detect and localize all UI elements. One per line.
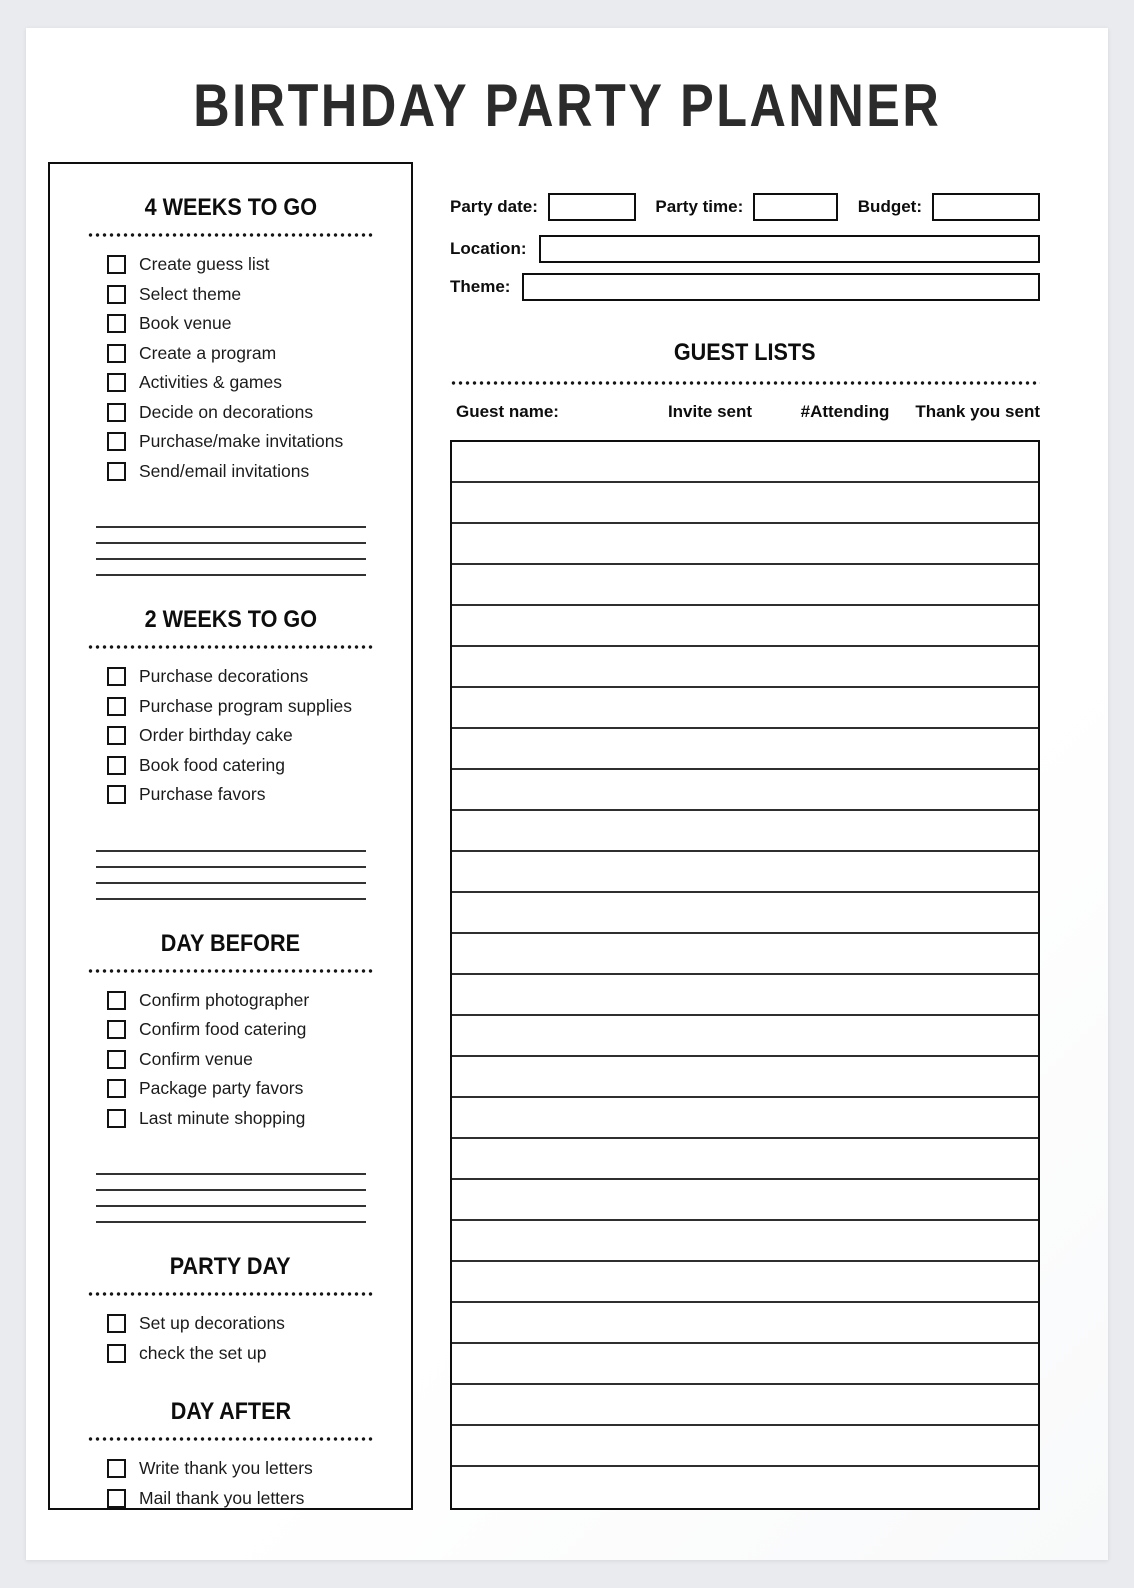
guest-name-header: Guest name:	[456, 402, 559, 421]
invite-sent-header: Invite sent	[667, 402, 753, 421]
theme-label: Theme:	[450, 277, 511, 296]
checklist-item	[107, 1074, 411, 1104]
checklist-item-label: Create a program	[139, 342, 277, 363]
guest-row[interactable]	[452, 483, 1038, 524]
location-input[interactable]	[539, 235, 1041, 263]
guest-row[interactable]	[452, 524, 1038, 565]
dotted-divider	[87, 1292, 375, 1296]
budget-input[interactable]	[932, 193, 1040, 221]
checklist-item	[107, 368, 411, 398]
guest-lists-title: GUEST LISTS	[674, 339, 816, 366]
note-line[interactable]	[96, 1159, 366, 1175]
guest-row[interactable]	[452, 852, 1038, 893]
note-line[interactable]	[96, 560, 366, 576]
checklist-item	[107, 1339, 411, 1369]
party-date-input[interactable]	[548, 193, 636, 221]
party-time-label: Party time:	[655, 197, 744, 216]
checklist-item-label: Purchase favors	[139, 784, 266, 805]
page-title: BIRTHDAY PARTY PLANNER	[192, 72, 942, 139]
checkbox[interactable]	[107, 667, 126, 686]
guest-row[interactable]	[452, 688, 1038, 729]
guest-row[interactable]	[452, 975, 1038, 1016]
checklist-item	[107, 427, 411, 457]
checklist-item-label: Order birthday cake	[139, 725, 293, 746]
party-time-field	[655, 193, 838, 221]
note-line[interactable]	[96, 884, 366, 900]
checklist-item	[107, 721, 411, 751]
checklist-items	[50, 986, 411, 1134]
checklist-item	[107, 280, 411, 310]
location-label: Location:	[450, 239, 527, 258]
checkbox[interactable]	[107, 1489, 126, 1508]
checklist-item	[107, 250, 411, 280]
checklist-item-label: Confirm food catering	[139, 1019, 307, 1040]
thank-you-sent-header: Thank you sent	[915, 402, 1040, 421]
dotted-divider	[450, 381, 1040, 385]
section-title: DAY BEFORE	[160, 929, 301, 957]
checklist-item-label: Create guess list	[139, 254, 270, 275]
checklist-item-label: Write thank you letters	[139, 1458, 313, 1479]
theme-input[interactable]	[522, 273, 1040, 301]
guest-row[interactable]	[452, 1344, 1038, 1385]
checkbox[interactable]	[107, 1050, 126, 1069]
note-line[interactable]	[96, 528, 366, 544]
note-line[interactable]	[96, 868, 366, 884]
section-title: DAY AFTER	[170, 1398, 291, 1425]
checkbox[interactable]	[107, 255, 126, 274]
dotted-divider	[87, 233, 375, 237]
guest-row[interactable]	[452, 647, 1038, 688]
checklist-item-label: Confirm photographer	[139, 989, 310, 1010]
party-time-input[interactable]	[753, 193, 838, 221]
checklist-item-label: Decide on decorations	[139, 401, 314, 422]
section-title: 4 WEEKS TO GO	[144, 194, 317, 221]
guest-row[interactable]	[452, 1221, 1038, 1262]
checkbox[interactable]	[107, 991, 126, 1010]
checkbox[interactable]	[107, 1344, 126, 1363]
guest-row[interactable]	[452, 1139, 1038, 1180]
checkbox[interactable]	[107, 1459, 126, 1478]
note-line[interactable]	[96, 1207, 366, 1223]
guest-row[interactable]	[452, 1426, 1038, 1467]
checklist-item-label: check the set up	[139, 1342, 267, 1363]
checklist-items	[50, 250, 411, 486]
note-line[interactable]	[96, 836, 366, 852]
checkbox[interactable]	[107, 314, 126, 333]
guest-row[interactable]	[452, 1098, 1038, 1139]
note-line[interactable]	[96, 852, 366, 868]
party-details-area	[450, 162, 1040, 1510]
checklist-section	[50, 1398, 411, 1513]
guest-row[interactable]	[452, 1016, 1038, 1057]
attending-header: #Attending	[800, 402, 890, 421]
checkbox[interactable]	[107, 432, 126, 451]
checklist-item	[107, 398, 411, 428]
checklist-item-label: Select theme	[139, 283, 242, 304]
budget-field	[858, 193, 1040, 221]
guest-row[interactable]	[452, 1180, 1038, 1221]
checklist-item	[107, 692, 411, 722]
checklist-item-label: Package party favors	[139, 1078, 304, 1099]
guest-row[interactable]	[452, 729, 1038, 770]
checkbox[interactable]	[107, 1314, 126, 1333]
checkbox[interactable]	[107, 373, 126, 392]
checklist-item-label: Confirm venue	[139, 1048, 253, 1069]
guest-row[interactable]	[452, 1262, 1038, 1303]
content-area	[26, 162, 1108, 1510]
guest-row[interactable]	[452, 1385, 1038, 1426]
guest-row[interactable]	[452, 811, 1038, 852]
checklist-items	[50, 1454, 411, 1513]
section-title: PARTY DAY	[170, 1253, 291, 1280]
checklist-item-label: Last minute shopping	[139, 1107, 306, 1128]
guest-row[interactable]	[452, 1467, 1038, 1508]
guest-row[interactable]	[452, 1303, 1038, 1344]
checkbox[interactable]	[107, 285, 126, 304]
checklist-item-label: Purchase decorations	[139, 666, 309, 687]
checklist-items	[50, 1309, 411, 1368]
note-line[interactable]	[96, 1175, 366, 1191]
checklist-item	[107, 1454, 411, 1484]
checkbox[interactable]	[107, 1020, 126, 1039]
checklist-section	[50, 606, 411, 900]
checklist-item-label: Book food catering	[139, 754, 285, 775]
checkbox[interactable]	[107, 726, 126, 745]
note-lines	[96, 512, 366, 576]
checkbox[interactable]	[107, 462, 126, 481]
dotted-divider	[87, 1437, 375, 1441]
checklist-item-label: Activities & games	[139, 372, 282, 393]
checklist-item	[107, 986, 411, 1016]
checklist-section	[50, 194, 411, 576]
checklist-item	[107, 457, 411, 487]
checklist-item	[107, 1104, 411, 1134]
checkbox[interactable]	[107, 785, 126, 804]
budget-label: Budget:	[857, 197, 922, 216]
checkbox[interactable]	[107, 756, 126, 775]
guest-table	[450, 440, 1040, 1510]
guest-row[interactable]	[452, 1057, 1038, 1098]
checklist-item	[107, 780, 411, 810]
checkbox[interactable]	[107, 697, 126, 716]
checklist-item	[107, 309, 411, 339]
party-details-row	[450, 193, 1040, 221]
checkbox[interactable]	[107, 403, 126, 422]
planner-page	[26, 28, 1108, 1560]
checklist-item	[107, 1309, 411, 1339]
guest-row[interactable]	[452, 442, 1038, 483]
checklist-section	[50, 930, 411, 1224]
guest-row[interactable]	[452, 770, 1038, 811]
dotted-divider	[87, 969, 375, 973]
checklist-item	[107, 1484, 411, 1514]
checklist-item	[107, 1045, 411, 1075]
note-line[interactable]	[96, 512, 366, 528]
checklist-item-label: Send/email invitations	[139, 460, 310, 481]
title-area	[26, 28, 1108, 139]
checklist-item	[107, 339, 411, 369]
checkbox[interactable]	[107, 1109, 126, 1128]
checklist-item-label: Mail thank you letters	[139, 1487, 305, 1508]
guest-row[interactable]	[452, 606, 1038, 647]
checklist-item	[107, 751, 411, 781]
checklist-items	[50, 662, 411, 810]
checklist-item	[107, 1015, 411, 1045]
checklist-item-label: Purchase/make invitations	[139, 431, 344, 452]
checklist-item-label: Set up decorations	[139, 1313, 285, 1334]
checklist-panel	[48, 162, 413, 1510]
guest-row[interactable]	[452, 893, 1038, 934]
guest-table-headers	[450, 401, 1040, 423]
checkbox[interactable]	[107, 344, 126, 363]
checklist-item-label: Purchase program supplies	[139, 695, 353, 716]
checklist-section	[50, 1253, 411, 1368]
checklist-item	[107, 662, 411, 692]
guest-row[interactable]	[452, 565, 1038, 606]
dotted-divider	[87, 645, 375, 649]
location-field	[450, 235, 1040, 263]
guest-row[interactable]	[452, 934, 1038, 975]
party-date-field	[450, 193, 636, 221]
section-title: 2 WEEKS TO GO	[144, 606, 317, 633]
note-lines	[96, 1159, 366, 1223]
note-lines	[96, 836, 366, 900]
note-line[interactable]	[96, 544, 366, 560]
party-date-label: Party date:	[450, 197, 538, 216]
checkbox[interactable]	[107, 1079, 126, 1098]
checklist-item-label: Book venue	[139, 313, 232, 334]
note-line[interactable]	[96, 1191, 366, 1207]
theme-field	[450, 273, 1040, 301]
